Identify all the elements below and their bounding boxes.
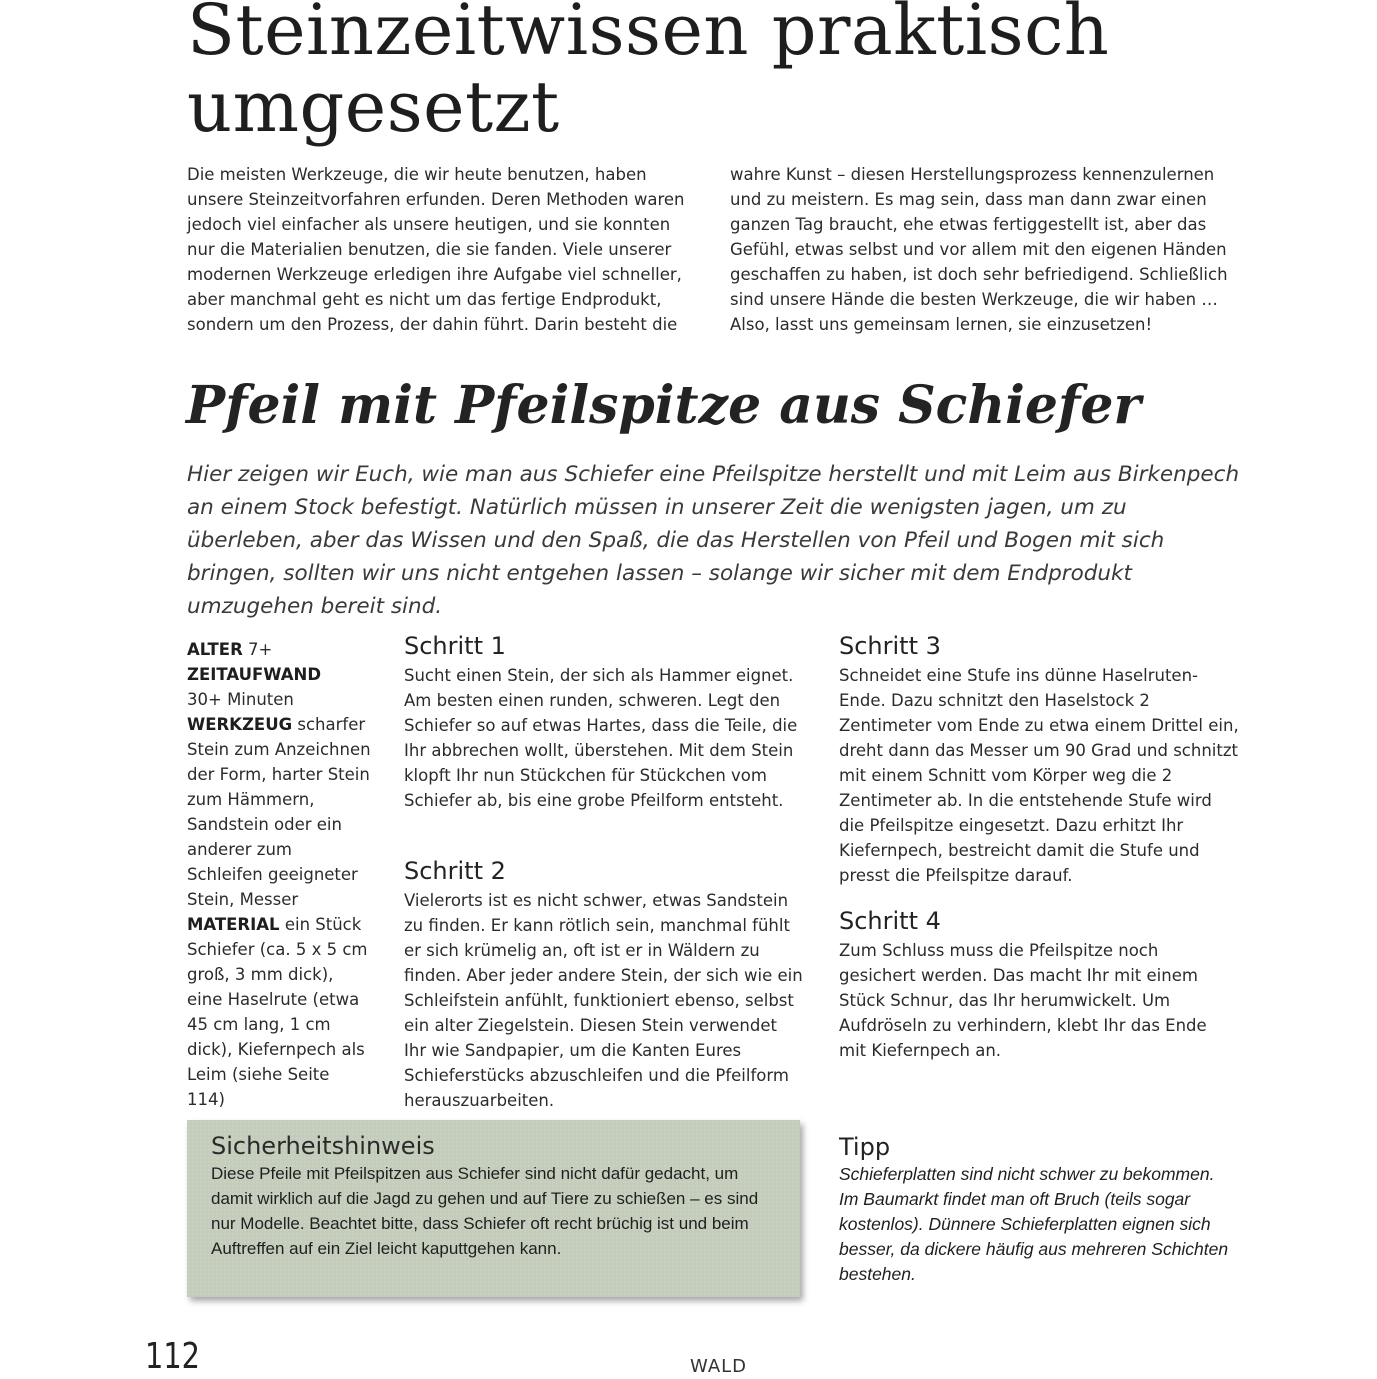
time-label: ZEITAUFWAND	[187, 665, 322, 684]
section-label: WALD	[690, 1356, 748, 1377]
step-3-text: Schneidet eine Stufe ins dünne Haselruten-Ende. Dazu schnitzt den Haselstock 2 Zentimeter vom Ende zu etwa einem Drittel ein, dreht dann das Messer um 90 Grad und schnitzt mit einem Schnitt vom Körper weg die 2 Zentimeter ab. In die entstehende Stufe wird die Pfeilspitze eingesetzt. Dazu erhitzt Ihr Kiefernpech, bestreicht damit die Stufe und presst die Pfeilspitze darauf.	[839, 666, 1239, 885]
tools-label: WERKZEUG	[187, 715, 293, 734]
project-meta	[187, 637, 372, 1112]
step-1-title: Schritt 1	[404, 632, 506, 660]
step-4-text: Zum Schluss muss die Pfeilspitze noch gesichert werden. Das macht Ihr mit einem Stück Schnur, das Ihr herumwickelt. Um Aufdröseln zu verhindern, klebt Ihr das Ende mit Kiefernpech an.	[839, 941, 1207, 1060]
material-label: MATERIAL	[187, 915, 280, 934]
step-2-title: Schritt 2	[404, 857, 506, 885]
time-value: 30+ Minuten	[187, 690, 294, 709]
age-value: 7+	[248, 640, 273, 659]
tip-text: Schieferplatten sind nicht schwer zu bekommen. Im Baumarkt findet man oft Bruch (teils sogar kostenlos). Dünnere Schieferplatten eignen sich besser, da dickere häufig aus mehreren Schichten bestehen.	[839, 1164, 1229, 1284]
safety-notice-title: Sicherheitshinweis	[211, 1132, 435, 1160]
step-2-text: Vielerorts ist es nicht schwer, etwas Sandstein zu finden. Er kann rötlich sein, manchmal fühlt er sich krümelig an, oft ist er in Wäldern zu finden. Aber jeder andere Stein, der sich wie ein Schleifstein anfühlt, funktioniert ebenso, selbst ein alter Ziegelstein. Diesen Stein verwendet Ihr wie Sandpapier, um die Kanten Eures Schieferstücks abzuschleifen und die Pfeilform herauszuarbeiten.	[404, 891, 803, 1110]
age-label: ALTER	[187, 640, 243, 659]
step-1-text: Sucht einen Stein, der sich als Hammer eignet. Am besten einen runden, schweren. Legt den Schiefer so auf etwas Hartes, dass die Teile, die Ihr abbrechen wollt, überstehen. Mit dem Stein klopft Ihr nun Stückchen für Stückchen vom Schiefer ab, bis eine grobe Pfeilform entsteht.	[404, 666, 798, 810]
tip-title: Tipp	[839, 1133, 891, 1161]
page-number: 112	[145, 1336, 200, 1377]
intro-column-1: Die meisten Werkzeuge, die wir heute benutzen, haben unsere Steinzeitvorfahren erfunden. Deren Methoden waren jedoch viel einfacher als unsere heutigen, und sie konnten nur die Materialien benutzen, die sie fanden. Viele unserer modernen Werkzeuge erledigen ihre Aufgabe viel schneller, aber manchmal geht es nicht um das fertige Endprodukt, sondern um den Prozess, der dahin führt. Darin besteht die	[187, 165, 685, 334]
safety-notice-box	[187, 1120, 800, 1297]
project-title: Pfeil mit Pfeilspitze aus Schiefer	[186, 375, 1141, 436]
step-4-title: Schritt 4	[839, 907, 941, 935]
page-title	[187, 0, 1287, 146]
safety-notice-text: Diese Pfeile mit Pfeilspitzen aus Schiefer sind nicht dafür gedacht, um damit wirklich auf die Jagd zu gehen und auf Tiere zu schießen – es sind nur Modelle. Beachtet bitte, dass Schiefer oft recht brüchig ist und beim Auftreffen auf ein Ziel leicht kaputtgehen kann.	[211, 1164, 759, 1258]
project-lead: Hier zeigen wir Euch, wie man aus Schiefer eine Pfeilspitze herstellt und mit Leim aus Birkenpech an einem Stock befestigt. Natürlich müssen in unserer Zeit die wenigsten jagen, um zu überleben, aber das Wissen und den Spaß, die das Herstellen von Pfeil und Bogen mit sich bringen, sollten wir uns nicht entgehen lassen – solange wir sicher mit dem Endprodukt umzugehen bereit sind.	[187, 462, 1240, 619]
step-3-title: Schritt 3	[839, 632, 941, 660]
intro-column-2: wahre Kunst – diesen Herstellungsprozess kennenzulernen und zu meistern. Es mag sein, dass man dann zwar einen ganzen Tag braucht, ehe etwas fertiggestellt ist, aber das Gefühl, etwas selbst und vor allem mit den eigenen Händen geschaffen zu haben, ist doch sehr befriedigend. Schließlich sind unsere Hände die besten Werkzeuge, die wir haben … Also, lasst uns gemeinsam lernen, sie einzusetzen!	[730, 165, 1228, 334]
page-title-line-2: umgesetzt	[187, 66, 560, 148]
material-value: ein Stück Schiefer (ca. 5 x 5 cm groß, 3 mm dick), eine Haselrute (etwa 45 cm lang, 1 cm dick), Kiefernpech als Leim (siehe Seite 114)	[187, 915, 368, 1109]
tools-value: scharfer Stein zum Anzeichnen der Form, harter Stein zum Hämmern, Sandstein oder ein anderer zum Schleifen geeigneter Stein, Messer	[187, 715, 371, 909]
page-title-line-1: Steinzeitwissen praktisch	[187, 0, 1110, 71]
